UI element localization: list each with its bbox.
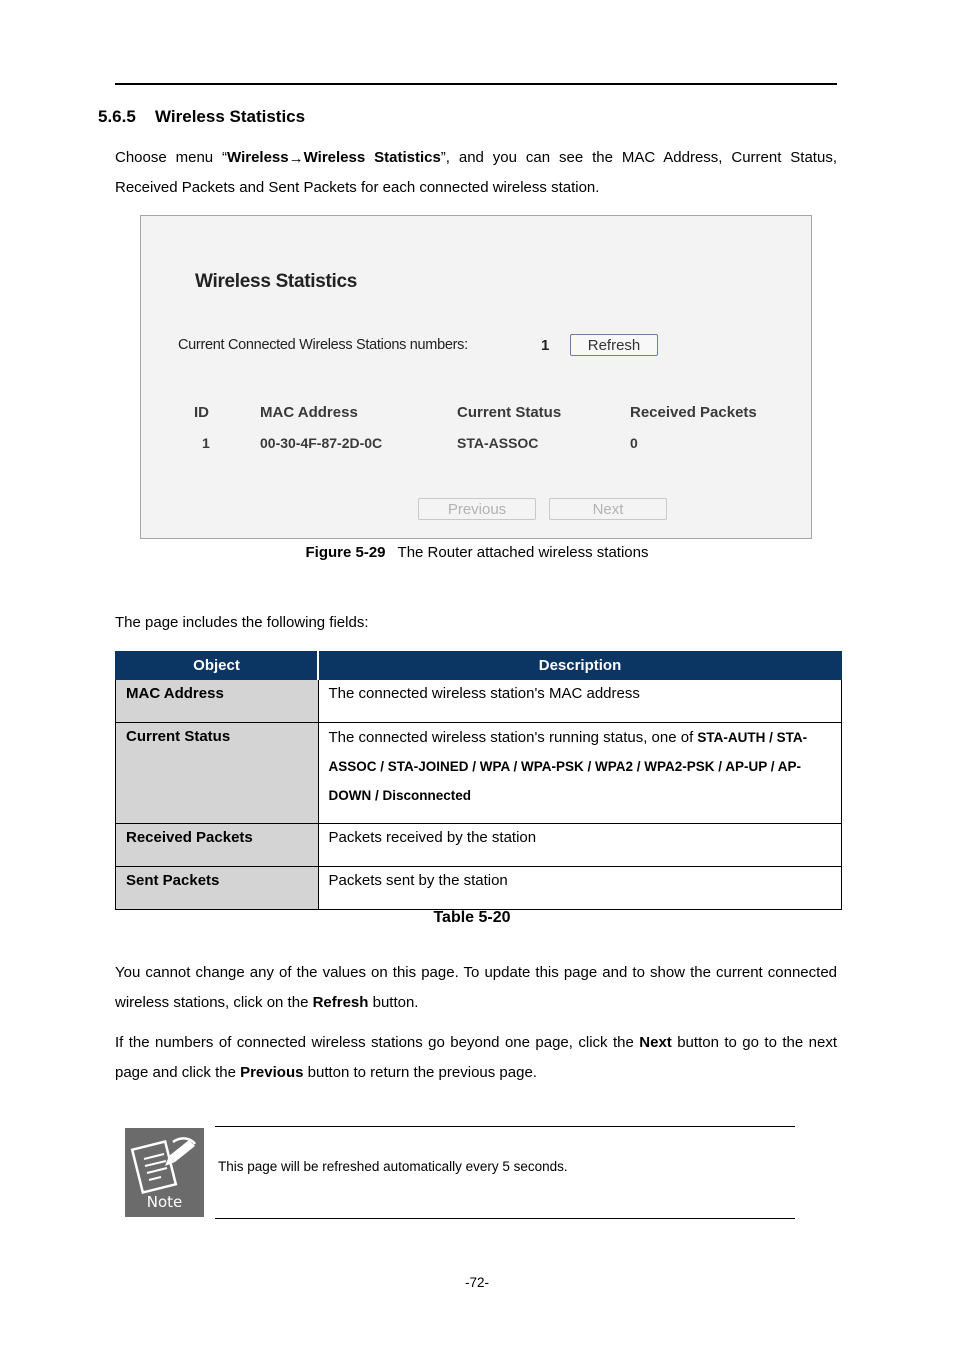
paging-bold-previous: Previous: [240, 1063, 304, 1081]
paging-paragraph: [115, 1028, 837, 1087]
figure-label: Figure 5-29: [305, 544, 386, 561]
intro-suffix: ”, and you can see the MAC Address, Current Status, Received Packets and Sent Packets for each connected wireless station.: [115, 149, 837, 196]
wireless-statistics-screenshot: [140, 215, 812, 539]
status-options: STA-AUTH / STA-ASSOC / STA-JOINED / WPA / WPA-PSK / WPA2 / WPA2-PSK / AP-UP / AP-DOWN / Disconnected: [328, 730, 808, 803]
header-description: Description: [318, 652, 842, 680]
table-row: [116, 824, 842, 867]
note-top-rule: [215, 1126, 795, 1127]
next-button[interactable]: Next: [549, 498, 667, 520]
station-row-status: STA-ASSOC: [457, 435, 539, 451]
table-row: [116, 680, 842, 723]
figure-caption: [0, 544, 954, 561]
column-header-id: ID: [194, 404, 209, 421]
table-row: [116, 723, 842, 824]
header-object: Object: [116, 652, 319, 680]
field-description: Packets sent by the station: [318, 867, 842, 910]
section-heading: [98, 107, 305, 127]
figure-text: The Router attached wireless stations: [397, 544, 649, 561]
paging-bold-next: Next: [639, 1034, 672, 1051]
panel-title: Wireless Statistics: [195, 271, 358, 292]
refresh-button[interactable]: Refresh: [570, 334, 658, 356]
menu-wireless: Wireless: [227, 149, 289, 166]
section-title: Wireless Statistics: [155, 107, 306, 126]
field-object: Received Packets: [116, 824, 319, 867]
refresh-text-after: button.: [368, 993, 419, 1011]
paging-text-2: button to go to the next page and click the: [115, 1034, 837, 1081]
field-description: [318, 723, 842, 824]
fields-intro: The page includes the following fields:: [115, 614, 369, 631]
station-row-received: 0: [630, 435, 638, 451]
intro-prefix: Choose menu “: [115, 149, 228, 166]
paging-text-1: If the numbers of connected wireless stations go beyond one page, click the: [115, 1034, 640, 1051]
section-number: 5.6.5: [98, 107, 136, 126]
header-rule: [115, 83, 837, 85]
column-header-mac: MAC Address: [260, 404, 358, 421]
note-text: This page will be refreshed automatically every 5 seconds.: [218, 1159, 568, 1174]
field-object: Sent Packets: [116, 867, 319, 910]
field-description: The connected wireless station's MAC address: [318, 680, 842, 723]
previous-button[interactable]: Previous: [418, 498, 536, 520]
page-number: -72-: [464, 1275, 489, 1290]
station-row-mac: 00-30-4F-87-2D-0C: [260, 435, 383, 451]
column-header-status: Current Status: [457, 404, 562, 421]
field-object: MAC Address: [116, 680, 319, 723]
refresh-paragraph: [115, 958, 837, 1017]
station-row-id: 1: [202, 435, 210, 451]
field-object: Current Status: [116, 723, 319, 824]
note-pencil-icon: [125, 1128, 204, 1217]
refresh-text-before: You cannot change any of the values on this page. To update this page and to show the current connected wireless stations, click on the: [115, 964, 837, 1011]
refresh-bold: Refresh: [312, 993, 369, 1011]
stations-count-label: Current Connected Wireless Stations numbers:: [178, 337, 468, 353]
intro-paragraph: [115, 143, 837, 202]
status-description-text: The connected wireless station's running status, one of: [328, 729, 698, 746]
column-header-received: Received Packets: [630, 404, 757, 421]
menu-wireless-statistics: Wireless Statistics: [303, 149, 441, 166]
table-row: [116, 867, 842, 910]
note-bottom-rule: [215, 1218, 795, 1219]
note-icon-label: Note: [146, 1193, 183, 1211]
menu-arrow-icon: →: [288, 150, 304, 167]
fields-table: [115, 651, 842, 910]
stations-count-value: 1: [541, 337, 550, 354]
paging-text-3: button to return the previous page.: [303, 1063, 537, 1081]
field-description: Packets received by the station: [318, 824, 842, 867]
table-caption: Table 5-20: [433, 909, 511, 926]
